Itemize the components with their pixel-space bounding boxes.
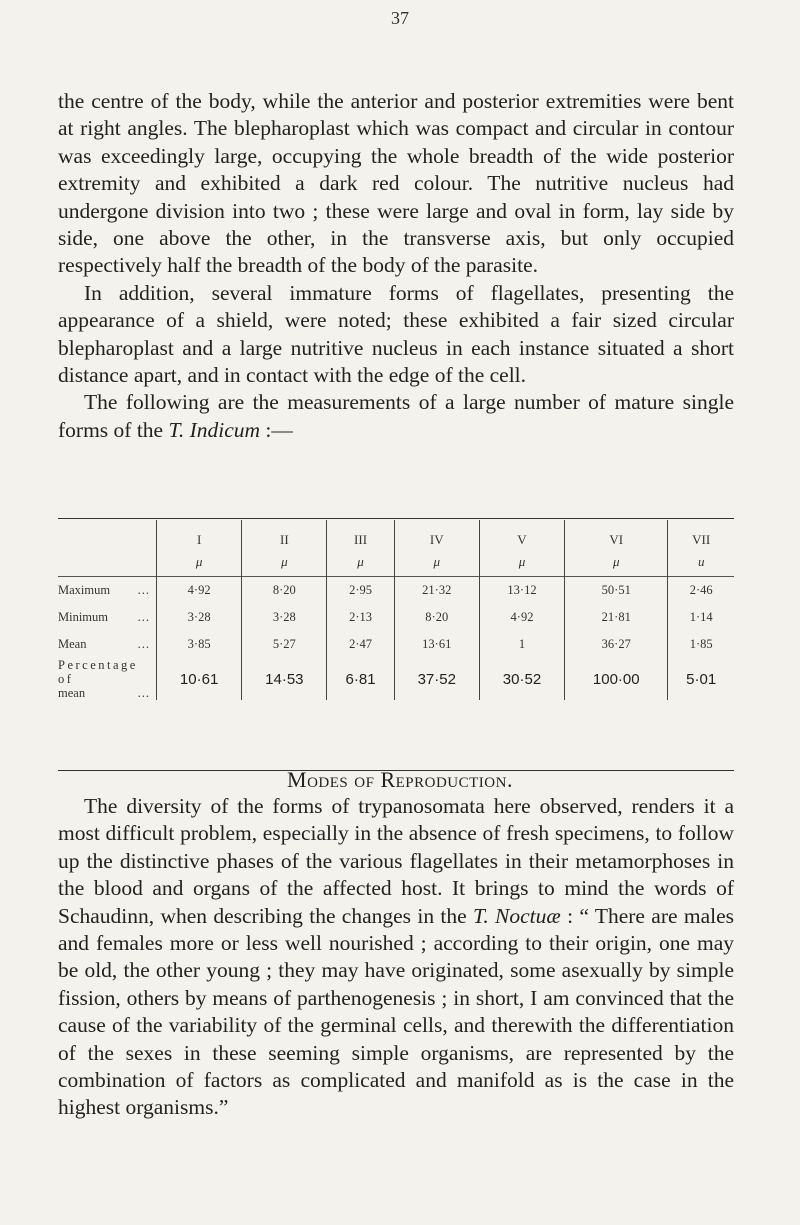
unit-blank bbox=[58, 554, 157, 577]
species-name: T. Noctuæ bbox=[473, 903, 561, 928]
table-row-maximum bbox=[58, 577, 734, 605]
table-cell: 5·01 bbox=[668, 658, 734, 700]
table-cell: 2·95 bbox=[327, 577, 394, 605]
unit-4: μ bbox=[394, 554, 479, 577]
table-cell: 1 bbox=[479, 631, 564, 658]
species-name: T. Indicum bbox=[168, 417, 261, 442]
table-cell: 37·52 bbox=[394, 658, 479, 700]
table-cell: 30·52 bbox=[479, 658, 564, 700]
table-cell: 6·81 bbox=[327, 658, 394, 700]
table-row-minimum bbox=[58, 604, 734, 631]
table-cell: 100·00 bbox=[565, 658, 668, 700]
page-number: 37 bbox=[391, 8, 409, 28]
table-row-mean bbox=[58, 631, 734, 658]
row-label: Maximum ... bbox=[58, 583, 150, 597]
col-header-7: VII bbox=[668, 520, 734, 554]
unit-7: u bbox=[668, 554, 734, 577]
table-cell: 10·61 bbox=[157, 658, 242, 700]
table-cell: 8·20 bbox=[394, 604, 479, 631]
table-cell: 5·27 bbox=[242, 631, 327, 658]
table-cell: 21·32 bbox=[394, 577, 479, 605]
unit-3: μ bbox=[327, 554, 394, 577]
table-cell: 21·81 bbox=[565, 604, 668, 631]
table-cell: 36·27 bbox=[565, 631, 668, 658]
section-heading: Modes of Reproduction. bbox=[287, 767, 513, 792]
table-cell: 4·92 bbox=[479, 604, 564, 631]
table-cell: 4·92 bbox=[157, 577, 242, 605]
table-cell: 2·47 bbox=[327, 631, 394, 658]
table-cell: 1·14 bbox=[668, 604, 734, 631]
row-label: Minimum ... bbox=[58, 610, 150, 624]
unit-2: μ bbox=[242, 554, 327, 577]
text-block-bottom bbox=[58, 793, 734, 1122]
table-unit-row bbox=[58, 554, 734, 577]
table-cell: 1·85 bbox=[668, 631, 734, 658]
col-header-3: III bbox=[327, 520, 394, 554]
table-top-rule bbox=[58, 518, 734, 519]
table-header-row bbox=[58, 520, 734, 554]
table-cell: 50·51 bbox=[565, 577, 668, 605]
unit-1: μ bbox=[157, 554, 242, 577]
table-cell: 3·28 bbox=[157, 604, 242, 631]
table-cell: 3·85 bbox=[157, 631, 242, 658]
unit-6: μ bbox=[565, 554, 668, 577]
intro-suffix: :— bbox=[260, 417, 293, 442]
table-row-percentage bbox=[58, 658, 734, 700]
unit-5: μ bbox=[479, 554, 564, 577]
header-blank bbox=[58, 520, 157, 554]
col-header-5: V bbox=[479, 520, 564, 554]
table-cell: 2·46 bbox=[668, 577, 734, 605]
paragraph-1: the centre of the body, while the anterior and posterior extremities were bent at right angles. The blepharoplast which was compact and circular in contour was exceedingly large, occupying the whole breadth of the wide posterior extremity and exhibited a dark red colour. The nutritive nucleus had undergone division into two ; these were large and oval in form, lay side by side, one above the other, in the transverse axis, but only occupied respectively half the breadth of the body of the parasite. bbox=[58, 89, 734, 278]
row-label: Mean ... bbox=[58, 637, 150, 651]
col-header-2: II bbox=[242, 520, 327, 554]
measurements-table bbox=[58, 520, 734, 700]
paragraph-modes: The diversity of the forms of trypanosomata here observed, renders it a most difficult problem, especially in the absence of fresh specimens, to follow up the distinctive phases of the various flagellates in their metamorphoses in the blood and organs of the affected host. It brings to mind the words of Schaudinn, when describing the changes in the T. Noctuæ : “ There are males and females more or less well nourished ; according to their origin, one may be old, the other young ; they may have originated, some asexually by simple fission, others by means of parthenogenesis ; in short, I am convinced that the cause of the variability of the germinal cells, and therewith the differentiation of the sexes in these seeming simple organisms, are represented by the combination of factors as complicated and manifold as is the case in the highest organisms.” bbox=[58, 794, 735, 1120]
text-block-top bbox=[58, 88, 734, 444]
paragraph-3 bbox=[58, 389, 734, 444]
table-cell: 13·61 bbox=[394, 631, 479, 658]
table-cell: 13·12 bbox=[479, 577, 564, 605]
col-header-4: IV bbox=[394, 520, 479, 554]
table-cell: 8·20 bbox=[242, 577, 327, 605]
col-header-1: I bbox=[157, 520, 242, 554]
row-label: Percentage of mean ... bbox=[58, 658, 150, 700]
table-cell: 14·53 bbox=[242, 658, 327, 700]
paragraph-2: In addition, several immature forms of flagellates, presenting the appearance of a shield, were noted; these exhibited a fair sized circular blepharoplast and a large nutritive nucleus in each instance situated a short distance apart, and in contact with the edge of the cell. bbox=[58, 280, 734, 388]
intro-text: The following are the measurements of a large number of mature single forms of the bbox=[58, 390, 734, 442]
col-header-6: VI bbox=[565, 520, 668, 554]
table-cell: 2·13 bbox=[327, 604, 394, 631]
table-cell: 3·28 bbox=[242, 604, 327, 631]
